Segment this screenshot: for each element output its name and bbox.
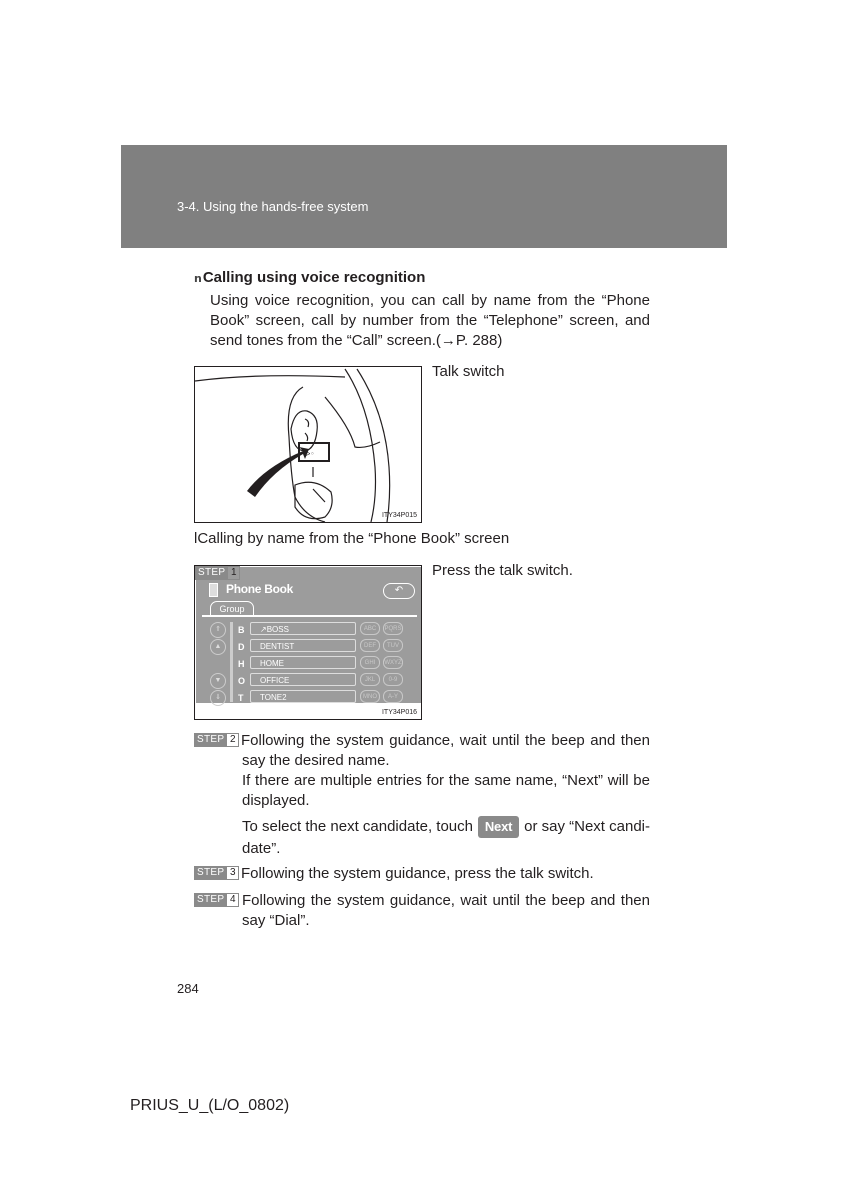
letter-group-button[interactable]: TUV (383, 639, 403, 652)
contact-entry[interactable]: ↗BOSS (250, 622, 356, 635)
scroll-down-icon[interactable]: ▼ (210, 673, 226, 689)
step-number: 1 (228, 566, 240, 580)
select-text-before: To select the next candidate, touch (242, 818, 473, 835)
svg-text:ᐅ◦: ᐅ◦ (305, 450, 315, 458)
subsection-bullet: l (194, 530, 198, 547)
subsection-heading (194, 529, 509, 549)
step-label: STEP (194, 893, 227, 907)
tab-divider (202, 615, 417, 617)
talk-switch-figure (194, 366, 422, 523)
index-letter: B (238, 625, 245, 635)
step-number: 3 (227, 866, 239, 880)
scroll-up-icon[interactable]: ▲ (210, 639, 226, 655)
talk-switch-caption: Talk switch (432, 363, 505, 380)
letter-group-button[interactable]: WXYZ (383, 656, 403, 669)
step-number: 2 (227, 733, 239, 747)
figure-code: ITY34P015 (381, 512, 417, 519)
letter-group-button[interactable]: GHI (360, 656, 380, 669)
select-text-after: or say “Next candi- (524, 818, 650, 835)
phone-book-icon (209, 583, 218, 597)
step-4-text: Following the system guidance, wait until the beep and then say “Dial”. (242, 892, 650, 929)
phone-book-screen (196, 567, 421, 703)
step-4-badge (194, 893, 239, 907)
contact-entry[interactable]: TONE2 (250, 690, 356, 703)
contact-entry[interactable]: DENTIST (250, 639, 356, 652)
letter-group-button[interactable]: MNO (360, 690, 380, 703)
step-2-select-line (242, 816, 650, 838)
next-button[interactable]: Next (478, 816, 519, 838)
contact-entry[interactable]: OFFICE (250, 673, 356, 686)
contact-entry[interactable]: HOME (250, 656, 356, 669)
step-1-badge (195, 566, 240, 580)
steering-wheel-illustration (195, 367, 421, 522)
step-1-caption: Press the talk switch. (432, 562, 573, 579)
page-number: 284 (177, 981, 199, 996)
letter-group-button[interactable]: ABC (360, 622, 380, 635)
group-tab[interactable]: Group (210, 601, 254, 617)
step-2-text: Following the system guidance, wait until the beep and then say the desired name. (241, 732, 650, 769)
page-down-icon[interactable]: ⇓ (210, 690, 226, 706)
letter-group-button[interactable]: 0-9 (383, 673, 403, 686)
step-label: STEP (194, 733, 227, 747)
step-label: STEP (194, 866, 227, 880)
step-label: STEP (195, 566, 228, 580)
phone-book-figure (194, 565, 422, 720)
step-2-note: If there are multiple entries for the same name, “Next” will be displayed. (242, 772, 650, 809)
step-3-badge (194, 866, 239, 880)
heading-bullet: n (194, 272, 202, 285)
index-letter: T (238, 693, 244, 703)
step-2-badge (194, 733, 239, 747)
index-letter: D (238, 642, 245, 652)
figure-code: ITY34P016 (381, 709, 417, 716)
section-title: Calling using voice recognition (202, 269, 426, 286)
phone-book-title: Phone Book (226, 582, 294, 596)
index-letter: H (238, 659, 245, 669)
letter-group-button[interactable]: DEF (360, 639, 380, 652)
scrollbar[interactable] (230, 622, 233, 702)
letter-group-button[interactable]: A-Y (383, 690, 403, 703)
section-header-title: 3-4. Using the hands-free system (177, 199, 369, 214)
section-header-band (121, 145, 727, 248)
document-id: PRIUS_U_(L/O_0802) (130, 1097, 290, 1114)
page-up-icon[interactable]: ⇑ (210, 622, 226, 638)
step-number: 4 (227, 893, 239, 907)
letter-group-button[interactable]: PQRS (383, 622, 403, 635)
intro-paragraph: Using voice recognition, you can call by name from the “Phone Book” screen, call by number from the “Telephone” screen, and send tones from the “Call” screen.(→P. 288) (210, 292, 650, 349)
letter-group-button[interactable]: JKL (360, 673, 380, 686)
step-3-text: Following the system guidance, press the talk switch. (241, 865, 594, 882)
step-2-select-tail: date”. (242, 840, 281, 857)
back-button[interactable]: ↶ (383, 583, 415, 599)
index-letter: O (238, 676, 246, 686)
section-heading (194, 268, 425, 289)
subsection-title: Calling by name from the “Phone Book” screen (197, 530, 510, 547)
